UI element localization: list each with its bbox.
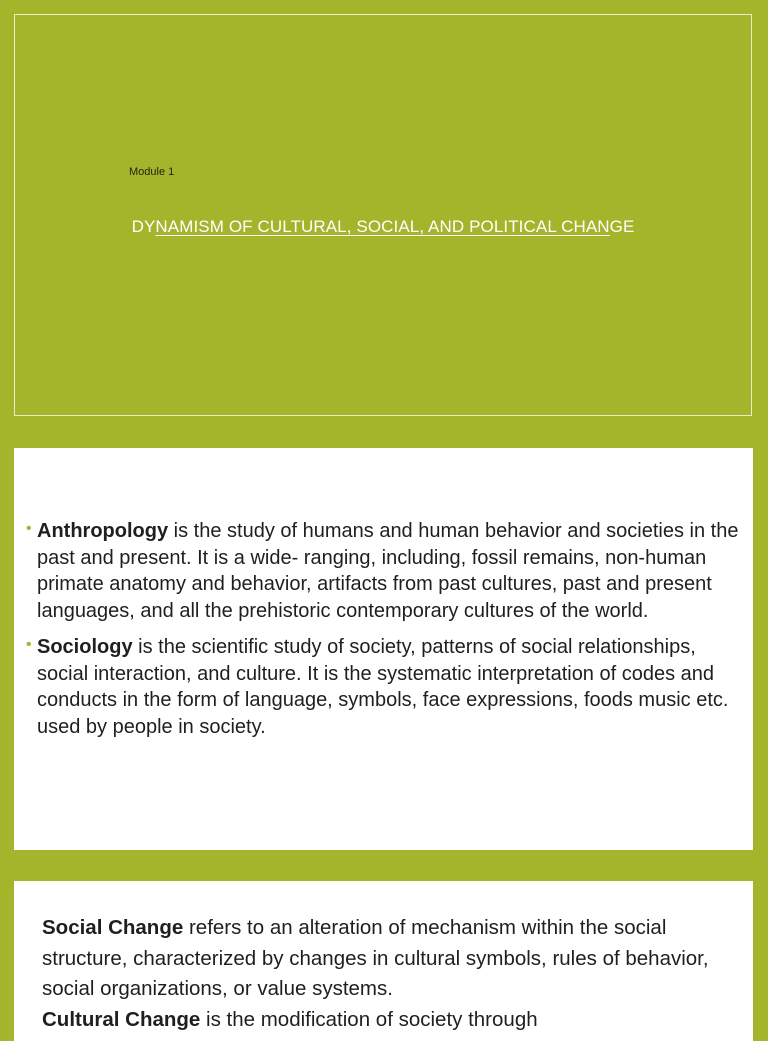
bullet-sociology — [26, 634, 748, 740]
title-tail: GE — [609, 217, 635, 236]
social-change-term: Social Change — [42, 916, 184, 939]
bullet-term: Sociology — [37, 636, 133, 658]
bullet-term: Anthropology — [37, 520, 169, 542]
bullet-list — [26, 518, 748, 750]
title-underlined: NAMISM OF CULTURAL, SOCIAL, AND POLITICAL CHAN — [155, 217, 610, 236]
bullet-dot-icon: • — [26, 636, 32, 653]
change-paragraph — [42, 913, 732, 1035]
bullet-anthropology — [26, 518, 748, 624]
bullet-text: is the study of humans and human behavior and societies in the past and present. It is a wide- ranging, including, fossil remains, non-human primate anatomy and behavior, artifacts from past cultures, past and present languages, and all the prehistoric contemporary cultures of the world. — [37, 520, 739, 622]
title-lead: DY — [131, 217, 156, 236]
cultural-change-term: Cultural Change — [42, 1007, 201, 1031]
module-label: Module 1 — [129, 166, 175, 178]
social-change-text: refers to an alteration of mechanism within the social structure, characterized by changes in cultural symbols, rules of behavior, social organizations, or value systems. — [42, 916, 709, 1000]
change-definitions-slide — [14, 881, 753, 1041]
definitions-slide — [14, 448, 753, 850]
cultural-change-text: is the modification of society through — [200, 1007, 538, 1031]
title-slide — [14, 14, 752, 416]
bullet-text: is the scientific study of society, patterns of social relationships, social interaction, and culture. It is the systematic interpretation of codes and conducts in the form of language, symbols, face expressions, foods music etc. used by people in society. — [37, 636, 729, 738]
slide-title — [15, 217, 751, 237]
bullet-dot-icon: • — [26, 520, 32, 537]
